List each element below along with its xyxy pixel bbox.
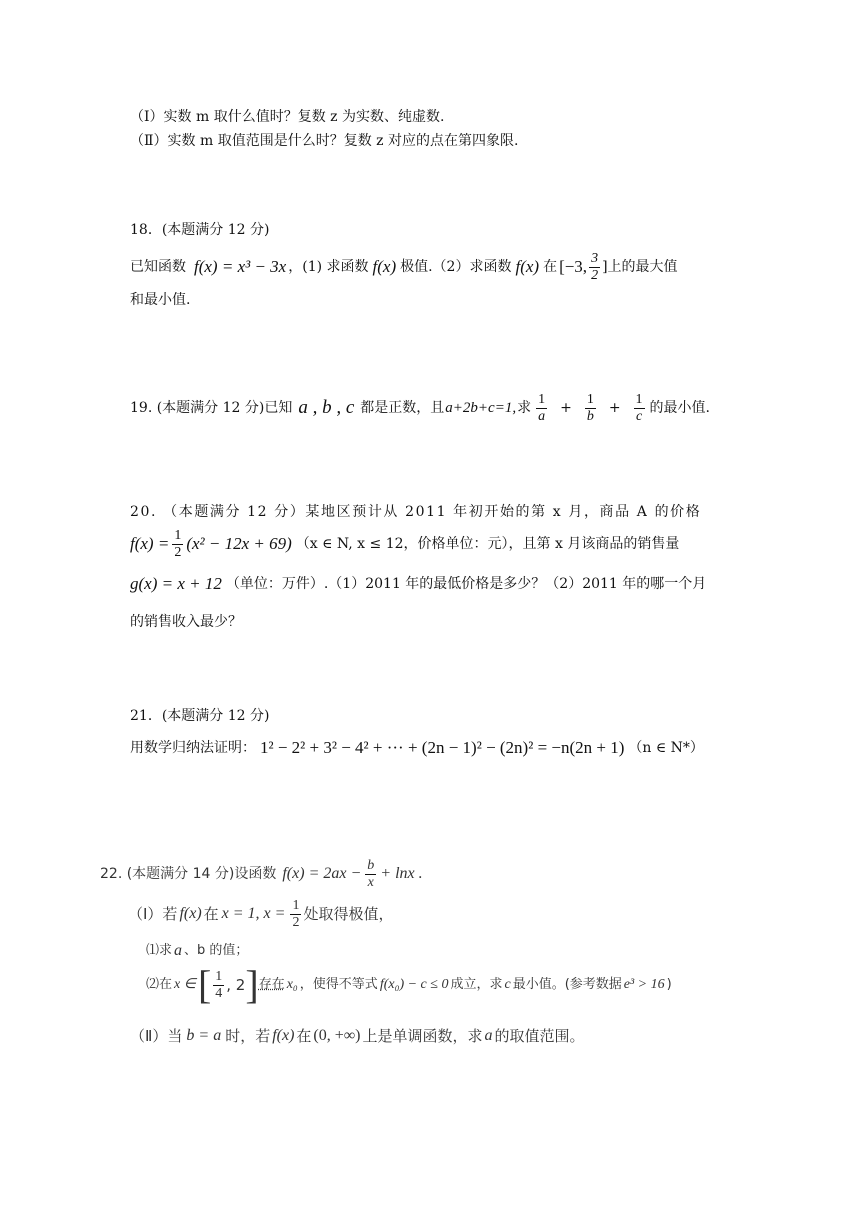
q22-s1a: ⑴求	[146, 943, 173, 958]
q22-p2d: 上是单调函数，求	[362, 1027, 483, 1045]
q17-part1: （Ⅰ）实数 m 取什么值时？复数 z 为实数、纯虚数.	[130, 109, 445, 125]
q20-line3	[130, 574, 706, 594]
q22-s2ineq: f(x₀) − c ≤ 0	[379, 977, 449, 992]
q22-s2cv: c	[504, 977, 511, 992]
q22-p2cond: b = a	[186, 1027, 222, 1044]
q19-text2: 都是正数，且	[360, 400, 445, 416]
q22-p2v: a	[484, 1027, 493, 1044]
q19-vars: a , b , c	[298, 397, 355, 418]
q22-p1f: f(x)	[179, 905, 202, 922]
q22-s1b: 、b 的值；	[184, 943, 249, 958]
q20-line3-rest: （单位：万件）.（1）2011 年的最低价格是多少？（2）2011 年的哪一个月	[225, 576, 707, 592]
q22-part1	[128, 896, 393, 932]
q20-frac: $\frac{1}{2}$	[174, 527, 182, 560]
q19-text4: 的最小值.	[649, 400, 710, 416]
q18-func: f(x) = x³ − 3x	[194, 257, 287, 276]
q20-line2-rest: （x ∈ N, x ≤ 12，价格单位：元），且第 x 月该商品的销售量	[295, 536, 680, 552]
q19-frac-c: $\frac{1}{c}$	[635, 391, 643, 424]
q22-s2x: x ∈	[174, 977, 196, 992]
q22-s2b: 存在	[258, 977, 285, 992]
q18-text4: 在	[543, 259, 558, 275]
q20-line4: 的销售收入最少？	[130, 614, 242, 630]
q22-line1	[100, 856, 423, 892]
q22-s2a: ⑵在	[146, 977, 173, 992]
q22-part2	[130, 1026, 585, 1046]
q22-text1: 22. (本题满分 14 分)设函数	[100, 866, 277, 882]
q22-s2f: )	[666, 977, 672, 992]
q20-g: g(x) = x + 12	[130, 574, 222, 593]
q18-header: 18．(本题满分 12 分)	[130, 222, 270, 238]
q18-fraction: $\frac{3}{2}$	[591, 250, 599, 283]
q18-text2: ，(1) 求函数	[288, 259, 369, 275]
q20-line2	[130, 526, 679, 562]
q22-s2e: 最小值。(参考数据	[512, 977, 622, 992]
q22-s2x0: x₀	[286, 977, 298, 992]
q22-s2ref: e³ > 16	[623, 977, 665, 992]
q22-sub2	[146, 963, 672, 1007]
q22-p1c: x = 1, x =	[221, 905, 286, 922]
q20-f-rhs: (x² − 12x + 69)	[186, 534, 292, 553]
q21-header: 21．(本题满分 12 分)	[130, 708, 270, 724]
q22-func-tail: + lnx .	[380, 865, 423, 882]
q22-p2a: （Ⅱ）当	[130, 1027, 183, 1045]
q19-plus2: +	[608, 400, 621, 416]
q19-plus1: +	[560, 400, 572, 416]
q22-frac-bx: $\frac{b}{x}$	[367, 857, 375, 890]
q22-p2int: (0, +∞)	[313, 1027, 361, 1044]
q22-s1v: a	[174, 942, 183, 959]
q22-p2e: 的取值范围。	[494, 1027, 585, 1045]
q22-p1a: （Ⅰ）若	[128, 905, 178, 923]
q19-text3: 求	[517, 400, 532, 416]
q22-p1b: 在	[203, 905, 219, 923]
q22-s2c: ，使得不等式	[299, 977, 378, 992]
q22-p2f: f(x)	[272, 1027, 295, 1044]
q21-line	[130, 738, 704, 758]
q19-text1: 19. (本题满分 12 分)已知	[130, 400, 293, 416]
q19-frac-a: $\frac{1}{a}$	[538, 391, 546, 424]
q22-p2c: 在	[296, 1027, 312, 1045]
q22-p1d: 处取得极值，	[303, 905, 394, 923]
q19-cond: a+2b+c=1,	[445, 400, 517, 416]
q21-formula: 1² − 2² + 3² − 4² + ··· + (2n − 1)² − (2n)² = −n(2n + 1)	[260, 738, 625, 757]
q18-f3: f(x)	[515, 257, 540, 276]
q20-line1: 20. （本题满分 12 分）某地区预计从 2011 年初开始的第 x 月，商品 A 的价格	[130, 504, 702, 520]
q22-sub1	[146, 941, 248, 961]
q22-frac-half: $\frac{1}{2}$	[292, 897, 300, 930]
q18-line1	[130, 252, 678, 282]
q22-s2d: 成立，求	[450, 977, 503, 992]
q19-frac-b: $\frac{1}{b}$	[586, 391, 594, 424]
q19-line	[130, 388, 710, 428]
q18-text: 已知函数	[130, 259, 186, 275]
q18-text3: 极值.（2）求函数	[400, 259, 512, 275]
q22-func: f(x) = 2ax −	[282, 865, 362, 882]
q17-part2: （Ⅱ）实数 m 取值范围是什么时？复数 z 对应的点在第四象限.	[130, 133, 519, 149]
q21-text: 用数学归纳法证明：	[130, 740, 256, 756]
q18-f2: f(x)	[372, 257, 397, 276]
q18-interval: [−3,	[559, 257, 588, 276]
q18-line2: 和最小值.	[130, 292, 191, 308]
q20-f-lhs: f(x) =	[130, 534, 170, 553]
q21-cond: （n ∈ N*）	[628, 740, 704, 756]
q18-text5: ]上的最大值	[602, 259, 678, 275]
q22-interval: [ $\frac{1}{4}$ , 2 ]	[197, 962, 259, 1007]
q22-p2b: 时，若	[225, 1027, 271, 1045]
